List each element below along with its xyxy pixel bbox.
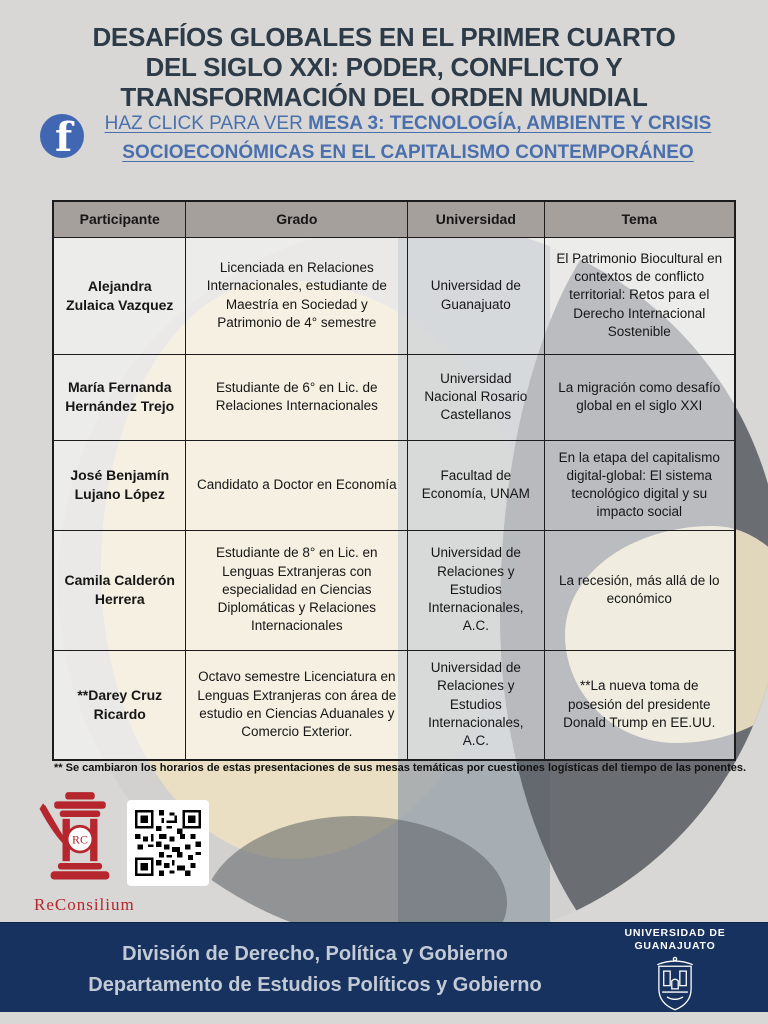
cell-grado: Estudiante de 6° en Lic. de Relaciones Internacionales bbox=[186, 354, 408, 440]
cell-universidad: Universidad de Relaciones y Estudios Internacionales, A.C. bbox=[408, 650, 544, 760]
cell-universidad: Facultad de Economía, UNAM bbox=[408, 440, 544, 530]
cell-grado: Estudiante de 8° en Lic. en Lenguas Extranjeras con especialidad en Ciencias Diplomáticas y Relaciones Internacionales bbox=[186, 530, 408, 650]
mesa3-link-highlight: MESA 3: TECNOLOGÍA, AMBIENTE Y CRISIS SOCIOECONÓMICAS EN EL CAPITALISMO CONTEMPORÁNEO bbox=[122, 113, 712, 163]
table-row bbox=[53, 354, 735, 440]
universidad-guanajuato-logo bbox=[600, 927, 750, 1018]
facebook-icon-glyph: f bbox=[55, 114, 73, 158]
table-row bbox=[53, 650, 735, 760]
column-header-participante: Participante bbox=[53, 201, 186, 237]
cell-participante: Camila Calderón Herrera bbox=[53, 530, 186, 650]
facebook-icon[interactable] bbox=[40, 114, 84, 158]
cell-tema: El Patrimonio Biocultural en contextos de conflicto territorial: Retos para el Derecho Internacional Sostenible bbox=[544, 237, 735, 354]
qr-code bbox=[127, 800, 209, 886]
table-row bbox=[53, 530, 735, 650]
page-title bbox=[64, 22, 704, 112]
reconsilium-logo bbox=[34, 792, 135, 915]
schedule-footnote: ** Se cambiaron los horarios de estas presentaciones de sus mesas temáticas por cuestiones logísticas del tiempo de las ponentes. bbox=[54, 762, 747, 774]
cell-participante: José Benjamín Lujano López bbox=[53, 440, 186, 530]
table-row bbox=[53, 237, 735, 354]
reconsilium-column-icon bbox=[34, 792, 126, 888]
cell-participante: María Fernanda Hernández Trejo bbox=[53, 354, 186, 440]
cell-universidad: Universidad de Guanajuato bbox=[408, 237, 544, 354]
cell-tema: **La nueva toma de posesión del presidente Donald Trump en EE.UU. bbox=[544, 650, 735, 760]
table-row bbox=[53, 440, 735, 530]
footer-bar bbox=[0, 922, 768, 1012]
cell-participante: Alejandra Zulaica Vazquez bbox=[53, 237, 186, 354]
page-title-line-1: DESAFÍOS GLOBALES EN EL PRIMER CUARTO bbox=[92, 22, 676, 52]
mesa3-link-prefix: HAZ CLICK PARA VER bbox=[104, 113, 309, 134]
reconsilium-monogram: RC bbox=[72, 832, 88, 847]
ug-crest-icon bbox=[650, 955, 700, 1013]
column-header-grado: Grado bbox=[186, 201, 408, 237]
division-line: División de Derecho, Política y Gobierno bbox=[122, 943, 508, 965]
cell-grado: Candidato a Doctor en Economía bbox=[186, 440, 408, 530]
participants-table bbox=[52, 200, 736, 761]
cell-tema: La recesión, más allá de lo económico bbox=[544, 530, 735, 650]
column-header-tema: Tema bbox=[544, 201, 735, 237]
department-line: Departamento de Estudios Políticos y Gobierno bbox=[88, 974, 542, 996]
cell-universidad: Universidad de Relaciones y Estudios Internacionales, A.C. bbox=[408, 530, 544, 650]
cell-grado: Licenciada en Relaciones Internacionales, estudiante de Maestría en Sociedad y Patrimonio de 4° semestre bbox=[186, 237, 408, 354]
facebook-link-row bbox=[40, 110, 732, 167]
ug-name-line-2: GUANAJUATO bbox=[634, 940, 716, 953]
cell-tema: La migración como desafío global en el siglo XXI bbox=[544, 354, 735, 440]
participants-table-wrap bbox=[52, 200, 736, 761]
cell-tema: En la etapa del capitalismo digital-global: El sistema tecnológico digital y su impacto social bbox=[544, 440, 735, 530]
table-header-row bbox=[53, 201, 735, 237]
reconsilium-label: ReConsilium bbox=[34, 895, 135, 914]
page-title-line-3: TRANSFORMACIÓN DEL ORDEN MUNDIAL bbox=[120, 82, 648, 113]
mesa3-link[interactable] bbox=[84, 110, 732, 167]
column-header-universidad: Universidad bbox=[408, 201, 544, 237]
footer-bar-text bbox=[30, 939, 600, 1001]
cell-universidad: Universidad Nacional Rosario Castellanos bbox=[408, 354, 544, 440]
qr-code-icon bbox=[135, 810, 201, 876]
page-title-line-2: DEL SIGLO XXI: PODER, CONFLICTO Y bbox=[145, 52, 623, 83]
cell-participante: **Darey Cruz Ricardo bbox=[53, 650, 186, 760]
ug-name-line-1: UNIVERSIDAD DE bbox=[624, 927, 726, 939]
cell-grado: Octavo semestre Licenciatura en Lenguas Extranjeras con área de estudio en Ciencias Aduanales y Comercio Exterior. bbox=[186, 650, 408, 760]
